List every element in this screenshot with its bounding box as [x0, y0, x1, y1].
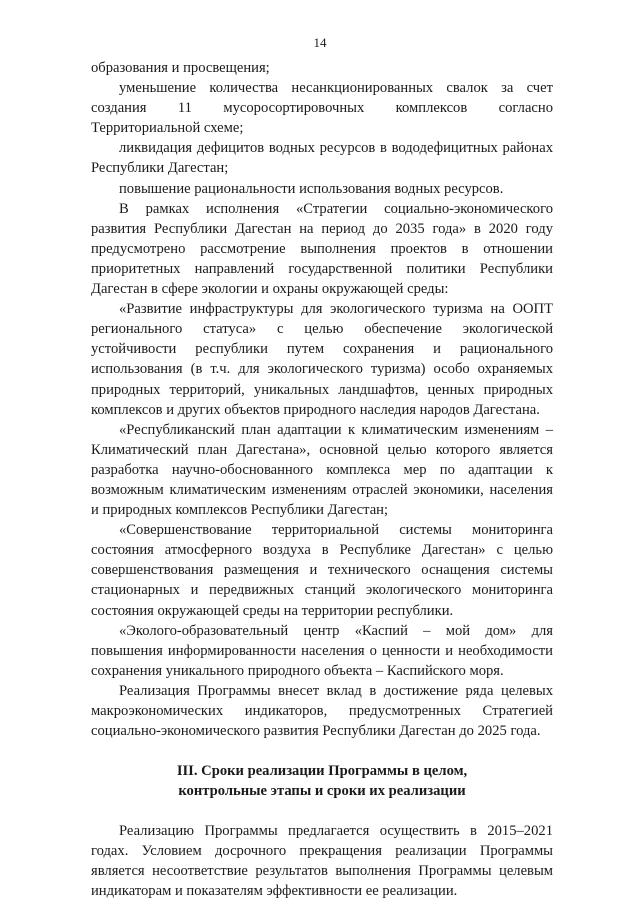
paragraph-6: «Развитие инфраструктуры для экологического туризма на ООПТ регионального статуса» с целью обеспечение экологической устойчивости республики путем сохранения и рационального использования (в т.ч. для экологического туризма) особо охраняемых природных территорий, уникальных ландшафтов, ценных природных комплексов и других объектов природного наследия народов Дагестана. — [91, 301, 553, 418]
section-heading — [91, 761, 553, 801]
paragraph-2: уменьшение количества несанкционированных свалок за счет создания 11 мусоросортировочных комплексов согласно Территориальной схеме; — [91, 80, 553, 137]
section-body — [91, 821, 553, 901]
paragraph-8: «Совершенствование территориальной системы мониторинга состояния атмосферного воздуха в Республике Дагестан» с целью совершенствования размещения и технического оснащения системы стационарных и передвижных станций экологического мониторинга состояния окружающей среды на территории республики. — [91, 522, 553, 619]
paragraph-3: ликвидация дефицитов водных ресурсов в вододефицитных районах Республики Дагестан; — [91, 140, 553, 177]
paragraph-10: Реализация Программы внесет вклад в достижение ряда целевых макроэкономических индикаторов, предусмотренных Стратегией социально-экономического развития Республики Дагестан до 2025 года. — [91, 682, 553, 740]
paragraph-7: «Республиканский план адаптации к климатическим изменениям – Климатический план Дагестана», основной целью которого является разработка научно-обоснованного комплекса мер по адаптации к возможным климатическим изменениям отраслей экономики, населения и природных комплексов Республики Дагестан; — [91, 421, 553, 519]
paragraph-1: образования и просвещения; — [91, 60, 270, 76]
document-body — [91, 58, 553, 902]
section-heading-line-1: III. Сроки реализации Программы в целом, — [176, 763, 468, 780]
page-number: 14 — [313, 35, 327, 50]
section-paragraph: Реализацию Программы предлагается осуществить в 2015–2021 годах. Условием досрочного прекращения реализации Программы является несоответствие результатов выполнения Программы целевым индикаторам и показателям эффективности ее реализации. — [91, 823, 553, 900]
paragraph-5: В рамках исполнения «Стратегии социально-экономического развития Республики Дагестан на период до 2035 года» в 2020 году предусмотрено рассмотрение выполнения проектов в отношении приоритетных направлений государственной политики Республики Дагестан в сфере экологии и охраны окружающей среды: — [91, 200, 553, 298]
paragraph-9: «Эколого-образовательный центр «Каспий – мой дом» для повышения информированности населения о ценности и необходимости сохранения уникального природного объекта – Каспийского моря. — [91, 622, 553, 679]
section-heading-line-2: контрольные этапы и сроки их реализации — [178, 783, 466, 800]
paragraph-4: повышение рациональности использования водных ресурсов. — [119, 180, 504, 197]
